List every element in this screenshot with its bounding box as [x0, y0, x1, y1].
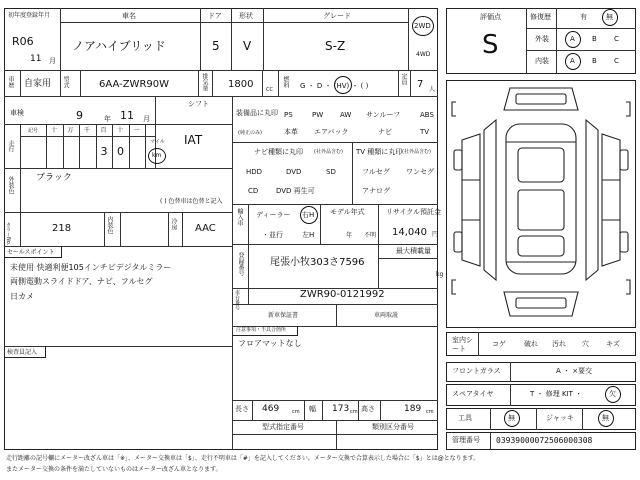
equip-aw: AW [340, 111, 352, 119]
height-unit: cm [426, 409, 434, 415]
color-label: 外装色 [7, 176, 14, 194]
footer-line-1: 走行距離の記号欄にメーター改ざん車は「※」、メーター交換車は「$」、走行不明車は「#」を記入してください。メーター交換で合算表示した場合に「$」とは@となります。 [6, 455, 480, 462]
seat-option-3: 汚れ [552, 340, 566, 348]
mgmt-value: 03939000072506000308 [496, 436, 593, 445]
door-label: ドア [208, 12, 222, 20]
tv-label: TV 種類に丸印 [356, 148, 403, 156]
usage-label: 車歴 [7, 76, 14, 88]
color-value: ブラック [36, 173, 72, 183]
odometer-header: 一 [133, 127, 140, 134]
ac-label: 冷房 [170, 218, 177, 230]
odometer-divider [79, 124, 80, 168]
equip-sunroof: サンルーフ [366, 111, 401, 119]
chassis-label: 車台番号 [234, 290, 240, 310]
exterior-label: 外装 [535, 35, 549, 43]
shape-label: 形状 [239, 12, 253, 20]
color-no-label: カラーNo. [5, 222, 11, 246]
score-label: 評価点 [480, 13, 501, 21]
type-value: 6AA-ZWR90W [99, 79, 170, 90]
odometer-divider [96, 124, 97, 168]
mileage-label: 走行 [7, 140, 14, 152]
shift-value: IAT [184, 133, 203, 147]
equip-airbag: エアバック [314, 128, 349, 136]
name-label: 車名 [122, 12, 136, 20]
max-load-unit: kg [436, 271, 444, 278]
odometer-header: 十 [51, 127, 58, 134]
odometer-header: 百 [100, 127, 107, 134]
height-value: 189 [404, 404, 422, 414]
footer-line-2: またメーター交換の条件を満たしていないものはメーター改ざん車となります。 [6, 466, 222, 473]
navi-hdd: HDD [246, 168, 263, 176]
plate-value: 尾張小牧303さ7596 [270, 257, 365, 268]
navi-sub: (社外品含む) [314, 149, 343, 155]
width-value: 173 [332, 404, 350, 414]
model-year-unknown: 不明 [364, 232, 377, 239]
odometer-header: 千 [84, 127, 91, 134]
color-no-value: 218 [52, 223, 72, 234]
equipment-label: 装備品に丸印 [236, 109, 278, 117]
exterior-a: A [570, 35, 575, 43]
tv-sub: (社外品含む) [402, 149, 431, 155]
seat-label: 室内シート [452, 336, 473, 353]
seat-option-2: 破れ [524, 340, 538, 348]
displacement-value: 1800 [228, 79, 254, 90]
tv-analog: アナログ [362, 187, 390, 195]
usage-value: 自家用 [24, 79, 52, 89]
type-label: 型式 [62, 76, 69, 88]
odometer-digit: 3 [100, 145, 108, 158]
tv-fullseg: フルセグ [362, 168, 390, 176]
interior-b: B [592, 57, 597, 65]
reg-year-value: R06 [12, 35, 34, 48]
capacity-label: 定員 [400, 73, 407, 85]
car-name: ノアハイブリッド [72, 39, 166, 53]
grade-value: S-Z [325, 39, 346, 53]
recycle-unit: 円 [432, 231, 439, 238]
model-year-unit: 年 [346, 232, 353, 239]
repair-yes: 有 [580, 13, 587, 21]
sales-points-label: セールスポイント [7, 249, 55, 256]
odometer-divider [112, 124, 113, 168]
equip-abs: ABS [420, 111, 434, 119]
max-load-label: 最大積載量 [396, 247, 431, 255]
width-unit: cm [350, 409, 358, 415]
equipment-sublabel: (純正のみ) [238, 130, 262, 136]
drive-2wd: 2WD [414, 22, 431, 30]
class-label: 類別区分番号 [372, 423, 414, 431]
width-label: 幅 [309, 405, 316, 413]
interior-a: A [570, 57, 575, 65]
inspection-year-unit: 年 [104, 115, 111, 123]
navi-dvd-play: DVD 再生可 [276, 187, 315, 195]
inspector-label: 検査員記入 [7, 349, 38, 356]
equip-navi: ナビ [378, 128, 392, 136]
model-year-label: モデル年式 [330, 208, 365, 216]
import-left: 左H [302, 231, 315, 239]
notes-label: 注意事項・不具合箇所 [236, 327, 287, 333]
navi-dvd: DVD [286, 168, 302, 176]
score-value: S [482, 30, 499, 60]
length-label: 長さ [235, 405, 249, 413]
navi-label: ナビ種類に丸印 [254, 148, 303, 156]
import-right: 右H [302, 211, 315, 219]
jack-label: ジャッキ [546, 414, 574, 422]
fuel-label: 燃料 [282, 76, 289, 88]
inspection-year: 9 [76, 109, 83, 122]
mgmt-label: 管理番号 [452, 436, 480, 444]
length-value: 469 [262, 404, 280, 414]
interior-label: 内装 [535, 57, 549, 65]
interior-color-label: 内装色 [106, 216, 113, 234]
notes-text: フロアマットなし [238, 339, 302, 348]
odometer-divider [145, 124, 146, 168]
reg-month-unit: 月 [49, 57, 56, 65]
import-label: 輸入車 [236, 208, 243, 226]
odometer-divider [129, 124, 130, 168]
equip-ps: PS [284, 111, 293, 119]
interior-c: C [614, 57, 619, 65]
plate-label: 登録番号 [237, 252, 244, 276]
equip-leather: 本革 [284, 128, 298, 136]
odometer-header: 万 [67, 127, 74, 134]
recycle-label: リサイクル預託金 [386, 208, 442, 216]
exterior-b: B [592, 35, 597, 43]
seat-option-5: キズ [606, 340, 620, 348]
inspection-month-unit: 月 [143, 115, 150, 123]
sales-line-3: 日カメ [10, 292, 34, 301]
front-glass-label: フロントガラス [452, 367, 501, 375]
tools-value: 無 [508, 414, 515, 422]
capacity-value: 7 [417, 79, 424, 90]
reg-month-value: 11 [30, 54, 42, 64]
door-value: 5 [212, 39, 220, 53]
grade-label: グレード [323, 12, 351, 20]
import-parallel: ・並行 [262, 231, 283, 239]
shape-value: V [243, 39, 252, 53]
seat-option-4: 穴 [582, 340, 589, 348]
displacement-unit: CC [266, 87, 273, 93]
odometer-divider [63, 124, 64, 168]
reg-year-label: 初年度登録年月 [8, 12, 51, 19]
exterior-c: C [614, 35, 619, 43]
mileage-unit-km: km [152, 152, 162, 159]
fuel-options: G ・ D ・ (HV) ・ ( ) [300, 82, 369, 90]
ac-value: AAC [195, 223, 216, 234]
inspection-month: 11 [120, 109, 134, 122]
capacity-unit: 人 [429, 86, 436, 93]
manual-label: 車両取説 [374, 312, 399, 319]
sales-line-2: 両側電動スライドドア、ナビ、フルセグ [10, 277, 153, 286]
jack-value: 無 [602, 414, 609, 422]
front-glass-options: A ・ ×要交 [556, 367, 593, 375]
type-cert-label: 型式指定番号 [262, 423, 304, 431]
warranty-label: 新車保証書 [268, 312, 299, 319]
repair-label: 修復歴 [530, 13, 551, 21]
chassis-value: ZWR90-0121992 [300, 289, 385, 300]
mileage-unit-mile: マイル [150, 139, 165, 145]
odometer-digit: 0 [117, 145, 124, 158]
navi-cd: CD [248, 187, 259, 195]
shift-label: シフト [188, 100, 209, 108]
seat-option-1: コゲ [492, 340, 506, 348]
inspection-label: 車検 [10, 109, 24, 117]
length-unit: cm [292, 409, 300, 415]
drive-4wd: 4WD [416, 51, 431, 58]
repair-no: 無 [606, 13, 613, 21]
spare-options: T ・ 修理 KIT ・ [530, 390, 583, 398]
displacement-label: 排気量 [201, 73, 208, 91]
mileage-note-label: 記号 [28, 128, 39, 134]
height-label: 高さ [361, 405, 375, 413]
tools-label: 工具 [458, 414, 472, 422]
fuel-hv-circle [334, 76, 352, 94]
import-dealer: ディーラー [256, 211, 291, 219]
car-damage-diagram [446, 80, 636, 328]
spare-label: スペアタイヤ [452, 390, 494, 398]
navi-sd: SD [326, 168, 336, 176]
recycle-value: 14,040 [392, 227, 427, 238]
tv-oneseg: ワンセグ [406, 168, 434, 176]
sales-line-1: 未使用 快適利便105インチビデジタルミラー [10, 263, 172, 272]
equip-pw: PW [312, 111, 324, 119]
equip-tv: TV [420, 128, 430, 136]
color-note: ( ) 色替車は色替と記入 [160, 198, 223, 205]
spare-selected: 欠 [609, 390, 616, 398]
odometer-header: 十 [117, 127, 124, 134]
